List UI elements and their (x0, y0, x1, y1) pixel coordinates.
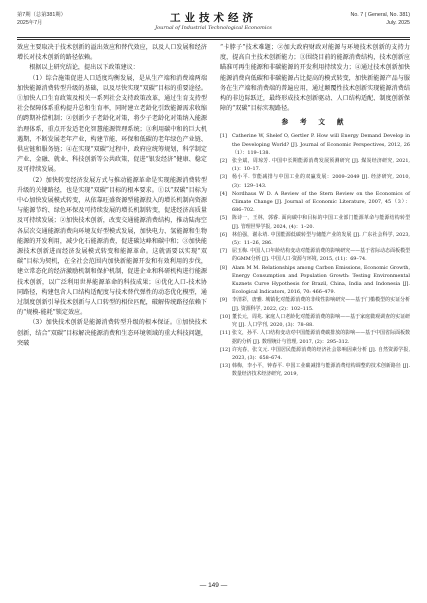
reference-number: [3] (220, 174, 227, 181)
reference-text: 李清彩，唐雅. 城镇化对能源消费的非线性影响研究——基于门槛模型的实证分析 [J]. 资源科学, 2022, (2)：102–115. (232, 297, 410, 312)
reference-item (220, 264, 410, 297)
reference-number: [1] (220, 133, 227, 140)
reference-text: 张全斌，周琼芳. 中国中长期能源消费发展预测研究 [J]. 煤炭经济研究, 2021, (1)：10–17. (232, 158, 410, 173)
reference-text: Nordhaus W D. A Review of the Stern Review on the Economics of Climate Change [J]. Journal of Economic Literature, 2007, 45（3）：686–702. (232, 190, 410, 214)
journal-title-en: Journal of Industrial Technological Economics (155, 25, 272, 31)
reference-number: [12] (220, 346, 231, 353)
references-heading: 参 考 文 献 (281, 119, 349, 127)
reference-item (220, 313, 410, 329)
reference-item (220, 247, 410, 263)
body-paragraph: （1）综合施策促进人口适度均衡发展，是从生产端和消费端两端加快能源消费转型升级的基础，以及尽快实现“双碳”目标的重要途径。①加快人口生育政策及相关一系列社会支持政策改革，通过生育支持型社会保障体系重构提升总和生育率，同时建立老龄化引致能源需求收缩的跨期补偿机制；②创新少子老龄化对策，将少子老龄化对策纳入能源治理体系，重点开发适老化智慧能源管理系统；③利用碳中和的巨大机遇期，不断发展老年产业，构建节能、环保和低碳的老年绿色产业链、供应链和服务链；④在实现“双碳”过程中，政府应统筹规划，科学制定产业、金融、就业、科技创新等公共政策，促进“银发经济”健康、稳定及可持续发展。 (17, 74, 207, 174)
reference-item (220, 329, 410, 345)
running-header (17, 12, 410, 36)
date-en: July. 2025 (386, 19, 410, 26)
reference-item (220, 214, 410, 230)
reference-number: [6] (220, 231, 227, 238)
reference-text: 屈玉梅. 中国人口年龄结构变动对能源消费的影响研究——基于省际动态面板模型的GMM分析 [J]. 中国人口·资源与环境, 2015, (11)：69–74. (232, 248, 410, 263)
reference-text: 林伯强，谢永靖. 中国能源低碳转型与储能产业的发展 [J]. 广东社会科学, 2023, (5)：11–26, 286. (232, 231, 410, 247)
reference-item (220, 132, 410, 157)
reference-text: Alam M M. Relationships among Carbon Emissions, Economic Growth, Energy Consumption and Population Growth: Testing Environmental Kuznets Curve Hypothesis for Brazil, China, India and Indonesia [J]. Ecological Indicators, 2016, 70: 466–479. (232, 264, 410, 296)
reference-number: [7] (220, 248, 227, 255)
body-paragraph: 根据以上研究结论，提出以下政策建议： (29, 64, 139, 72)
header-right (351, 12, 410, 27)
reference-text: 董长元，周兆. 家庭人口老龄化对能源消费的影响——基于家庭微观调查的实证研究 [J]. 人口学刊, 2020, (3)：78–88. (232, 313, 410, 329)
issue-number-en: No. 7 ( General, No. 381) (350, 12, 410, 18)
issue-number-cn: 第7期（总第381期） (17, 12, 66, 18)
left-column (17, 43, 207, 349)
reference-item (220, 190, 410, 215)
reference-number: [4] (220, 190, 227, 197)
body-paragraph: 效应主要取决于技术创新的溢出效应和替代效应，以及人口发展和经济增长对技术创新的路径依赖。 (17, 44, 207, 62)
reference-list (220, 132, 410, 378)
reference-item (220, 157, 410, 173)
reference-text: 陈诗一，王林，郭睿. 面向碳中和目标的中国工业部门能源革命与能源结构转型 [J]. 管理世界学报, 2024, (4)：1–20. (232, 215, 410, 230)
reference-item (220, 346, 410, 362)
reference-item (220, 231, 410, 247)
reference-item (220, 296, 410, 312)
body-paragraph: （3）加快技术创新是能源消费转型升级的根本保证。①加快技术创新，结合“双碳”目标解决能源消费和生态环境领域的重大科技问题，突破 (17, 319, 207, 347)
reference-text: 韩梅，李小平，钟春平. 中国工业碳减排与能源消费结构调整的技术创新路径 [J]. 数量经济技术经济研究, 2019, (232, 363, 410, 378)
reference-number: [11] (220, 330, 231, 337)
body-paragraph: “卡脖子”技术难题；②加大政府财政对能源与环境技术创新的支持力度，提高自主技术创新能力；③围绕目前的能源消费结构，技术创新应瞄准可再生能源和非碳能源的开发利用持续发力；④通过技术创新加快能源消费向低碳和非碳能源占比提高的模式转变，加快新能源产品与服务在生产端和消费端的普遍应用，通过颠覆性技术创新实现能源消费结构的非边际跃迁，最终形成技术创新驱动、人口结构适配、制度创新保障的“双碳”目标实现路径。 (220, 44, 410, 113)
reference-text: 张文，孙平. 人口结构变动对中国能源消费碳排放的影响——基于中国省际面板数据的分析 [J]. 数理统计与管理, 2017, (2)：295–312. (232, 330, 410, 345)
reference-text: Catherine W, Shelef O, Gertler P. How will Energy Demand Develop in the Developing World? [J]. Journal of Economic Perspectives, 2012, 26（1）：119–138. (232, 133, 410, 156)
reference-number: [10] (220, 313, 231, 320)
reference-number: [9] (220, 297, 227, 304)
body-paragraph: （2）加快转变经济发展方式与推动能源革命是实现能源消费转型升级的关键路径，也是实现“双碳”目标的根本要求。①以“双碳”目标为中心加快发展模式转变，从依靠旺盛资源型能源投入的增长机制向资源与能源节约、绿色环保及可持续发展的增长机制转变，促进经济高质量及可持续发展；②加快技术创新，改变交通能源消费结构，推动陆海空各层次交通能源消费向环境友好型模式发展，加快电力、氢能源和生物能源的开发利用，减少化石能源消费，促进碳达峰和碳中和；③加快能源技术创新进而经济发展模式转变和能源革命。这就需要以实现“双碳”目标为契机，在全社会范围内加快新能源开发和有效利用的步伐，建立常态化的经济激励机制和保护机制，促进企业和科研机构进行能源技术创新，以广泛利用世界能源革命的科技成果；④优化人口-技术协同路径，构建包含人口结构适配度与技术替代弹性的动态优化模型，通过制度创新引导技术创新与人口转型的相位匹配，破解传统路径依赖下的“规模-能耗”锁定效应。 (17, 176, 207, 317)
date-cn: 2025年7月 (17, 19, 43, 26)
reference-item (220, 173, 410, 189)
reference-item (220, 362, 410, 378)
reference-number: [13] (220, 363, 231, 370)
reference-text: 杨小平. 节能减排与中国工业的双赢发展：2009–2049 [J]. 经济研究, 2010, (3)：129–143. (232, 174, 410, 189)
reference-number: [8] (220, 264, 227, 271)
page-number: — 149 — (199, 582, 228, 589)
journal-title-cn: 工业技术经济 (170, 12, 257, 24)
reference-number: [2] (220, 158, 227, 165)
reference-text: 许宪春，张文元. 中国居民能源消费的经济社会影响因素分析 [J]. 自然资源学报, 2023, (3)：658–674. (232, 346, 410, 361)
header-rule-bottom (17, 39, 410, 40)
reference-number: [5] (220, 215, 227, 222)
right-column (220, 43, 410, 379)
